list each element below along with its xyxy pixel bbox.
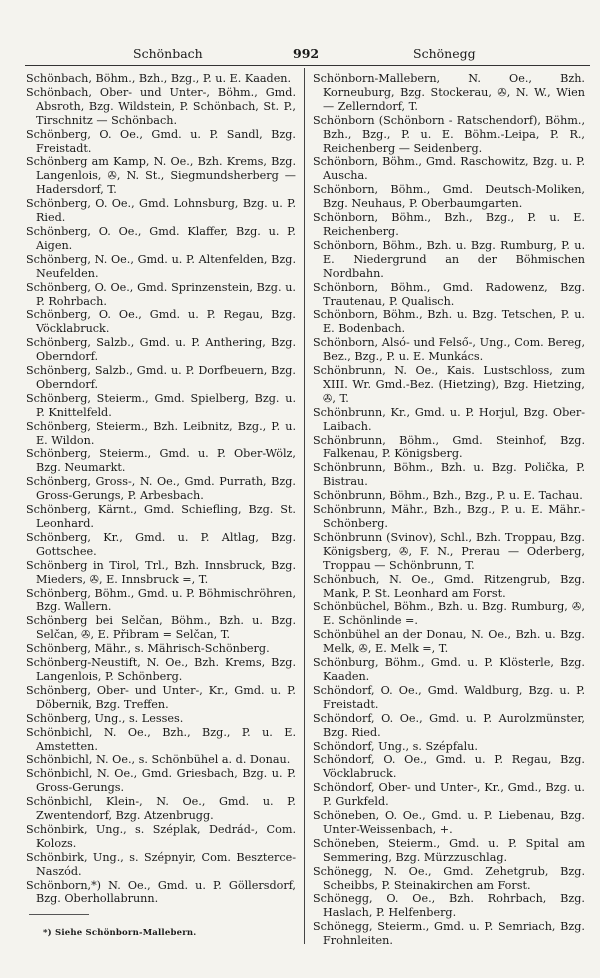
- entry: Schönegg, Steierm., Gmd. u. P. Semriach, Bzg. Frohnleiten.: [313, 920, 585, 948]
- entry: Schönberg, Kärnt., Gmd. Schiefling, Bzg. St. Leonhard.: [26, 503, 296, 530]
- entry: Schönberg, Böhm., Gmd. u. P. Böhmischröhren, Bzg. Wallern.: [26, 586, 297, 614]
- header-rule: [25, 65, 590, 66]
- footnote-rule: [29, 914, 89, 915]
- entry: Schönbrunn (Svinov), Schl., Bzh. Troppau, Bzg. Königsberg, ✇, F. N., Prerau — Oderberg, Troppau — Schönbrunn, T.: [313, 530, 585, 572]
- entry: Schöneben, O. Oe., Gmd. u. P. Liebenau, Bzg. Unter-Weissenbach, +.: [313, 809, 585, 836]
- entry: Schönborn-Mallebern, N. Oe., Bzh. Korneuburg, Bzg. Stockerau, ✇, N. W., Wien — Zellerndorf, T.: [313, 72, 585, 113]
- entry: Schönborn, Böhm., Gmd. Deutsch-Moliken, Bzg. Neuhaus, P. Oberbaumgarten.: [313, 183, 585, 211]
- entry: Schönberg in Tirol, Trl., Bzh. Innsbruck, Bzg. Mieders, ✇, E. Innsbruck =, T.: [26, 558, 296, 586]
- entry: Schönberg, O. Oe., Gmd. Klaffer, Bzg. u. P. Aigen.: [26, 224, 296, 252]
- entry: Schönberg, Gross-, N. Oe., Gmd. Purrath, Bzg. Gross-Gerungs, P. Arbesbach.: [26, 475, 296, 503]
- entry: Schönborn, Böhm., Bzh., Bzg., P. u. E. Reichenberg.: [313, 211, 585, 238]
- column-divider: [304, 68, 305, 944]
- entry: Schönbrunn, N. Oe., Kais. Lustschloss, zum XIII. Wr. Gmd.-Bez. (Hietzing), Bzg. Hietzing, ✇, T.: [313, 364, 585, 405]
- entry: Schönborn, Böhm., Gmd. Raschowitz, Bzg. u. P. Auscha.: [313, 155, 585, 183]
- entry: Schöndorf, O. Oe., Gmd. u. P. Regau, Bzg. Vöcklabruck.: [313, 753, 585, 781]
- entry: Schönberg, N. Oe., Gmd. u. P. Altenfelden, Bzg. Neufelden.: [26, 252, 296, 280]
- entry: Schönbuch, N. Oe., Gmd. Ritzengrub, Bzg. Mank, P. St. Leonhard am Forst.: [313, 572, 585, 600]
- entry: Schönborn, Böhm., Gmd. Radowenz, Bzg. Trautenau, P. Qualisch.: [313, 280, 585, 308]
- entry: Schönbrunn, Böhm., Bzh., Bzg., P. u. E. Tachau.: [313, 489, 583, 503]
- entry: Schöndorf, Ung., s. Szépfalu.: [313, 739, 478, 753]
- page-number: 992: [293, 46, 320, 61]
- entry: Schönegg, O. Oe., Bzh. Rohrbach, Bzg. Haslach, P. Helfenberg.: [313, 892, 585, 920]
- entry: Schönbühel an der Donau, N. Oe., Bzh. u. Bzg. Melk, ✇, E. Melk =, T.: [313, 628, 585, 656]
- entry: Schönbrunn, Böhm., Bzh. u. Bzg. Polička, P. Bistrau.: [313, 461, 585, 489]
- entry: Schönberg, Salzb., Gmd. u. P. Anthering, Bzg. Oberndorf.: [26, 336, 296, 364]
- entry: Schönbrunn, Kr., Gmd. u. P. Horjul, Bzg. Ober-Laibach.: [313, 405, 585, 433]
- entry: Schönberg, Steierm., Gmd. u. P. Ober-Wölz, Bzg. Neumarkt.: [26, 447, 296, 475]
- entry: Schönbüchel, Böhm., Bzh. u. Bzg. Rumburg, ✇, E. Schönlinde =.: [313, 600, 585, 628]
- entry: Schönberg, Salzb., Gmd. u. P. Dorfbeuern, Bzg. Oberndorf.: [26, 364, 296, 391]
- entry: Schönberg, Ober- und Unter-, Kr., Gmd. u. P. Döbernik, Bzg. Treffen.: [26, 683, 296, 711]
- entry: Schönberg, O. Oe., Gmd. u. P. Sandl, Bzg. Freistadt.: [26, 127, 296, 155]
- entry: Schönberg, Kr., Gmd. u. P. Altlag, Bzg. Gottschee.: [26, 530, 296, 558]
- entry: Schöndorf, O. Oe., Gmd. u. P. Aurolzmünster, Bzg. Ried.: [313, 711, 585, 739]
- running-head-right: Schönegg: [413, 46, 476, 61]
- entry: Schönbirk, Ung., s. Széplak, Dedrád-, Com. Kolozs.: [26, 822, 296, 850]
- entry: Schönberg bei Selčan, Böhm., Bzh. u. Bzg. Selčan, ✇, E. Přibram = Selčan, T.: [26, 614, 296, 642]
- entry: Schönberg, O. Oe., Gmd. u. P. Regau, Bzg. Vöcklabruck.: [26, 308, 296, 336]
- entry: Schönbichl, Klein-, N. Oe., Gmd. u. P. Zwentendorf, Bzg. Atzenbrugg.: [26, 795, 296, 823]
- entry: Schönborn, Alsó- und Felső-, Ung., Com. Bereg, Bez., Bzg., P. u. E. Munkács.: [313, 336, 585, 364]
- entry: Schönbichl, N. Oe., Bzh., Bzg., P. u. E. Amstetten.: [26, 725, 296, 753]
- entry: Schönborn, Böhm., Bzh. u. Bzg. Tetschen, P. u. E. Bodenbach.: [313, 308, 585, 336]
- entry: Schönbrunn, Böhm., Gmd. Steinhof, Bzg. Falkenau, P. Königsberg.: [313, 433, 585, 461]
- entry: Schönbach, Böhm., Bzh., Bzg., P. u. E. Kaaden.: [26, 72, 292, 85]
- entry: Schönburg, Böhm., Gmd. u. P. Klösterle, Bzg. Kaaden.: [313, 656, 585, 683]
- entry: Schönbach, Ober- und Unter-, Böhm., Gmd. Absroth, Bzg. Wildstein, P. Schönbach, St. P., Tirschnitz — Schönbach.: [26, 85, 296, 127]
- entry: Schönberg, Steierm., Gmd. Spielberg, Bzg. u. P. Knittelfeld.: [26, 391, 296, 419]
- entry: Schönborn,*) N. Oe., Gmd. u. P. Göllersdorf, Bzg. Oberhollabrunn.: [26, 878, 296, 906]
- entry: Schönbirk, Ung., s. Szépnyir, Com. Beszterce-Naszód.: [26, 850, 296, 878]
- running-head-left: Schönbach: [133, 46, 203, 61]
- entry: Schönberg, Mähr., s. Mährisch-Schönberg.: [26, 642, 270, 656]
- entry: Schönberg am Kamp, N. Oe., Bzh. Krems, Bzg. Langenlois, ✇, N. St., Siegmundsherberg — Hadersdorf, T.: [26, 155, 296, 197]
- entry: Schönbichl, N. Oe., s. Schönbühel a. d. Donau.: [26, 753, 291, 767]
- left-column: [26, 72, 296, 906]
- entry: Schönberg, O. Oe., Gmd. Lohnsburg, Bzg. u. P. Ried.: [26, 197, 296, 225]
- entry: Schönegg, N. Oe., Gmd. Zehetgrub, Bzg. Scheibbs, P. Steinakirchen am Forst.: [313, 864, 585, 892]
- entry: Schönbichl, N. Oe., Gmd. Griesbach, Bzg. u. P. Gross-Gerungs.: [26, 767, 296, 795]
- footnote: *) Siehe Schönborn-Mallebern.: [43, 928, 197, 938]
- entry: Schöndorf, O. Oe., Gmd. Waldburg, Bzg. u. P. Freistadt.: [313, 683, 585, 711]
- right-column: [313, 72, 585, 948]
- entry: Schönberg-Neustift, N. Oe., Bzh. Krems, Bzg. Langenlois, P. Schönberg.: [26, 656, 296, 683]
- entry: Schönborn (Schönborn - Ratschendorf), Böhm., Bzh., Bzg., P. u. E. Böhm.-Leipa, P. R., Reichenberg — Seidenberg.: [313, 113, 585, 155]
- entry: Schönborn, Böhm., Bzh. u. Bzg. Rumburg, P. u. E. Niedergrund an der Böhmischen Nordbahn.: [313, 238, 585, 280]
- entry: Schöndorf, Ober- und Unter-, Kr., Gmd., Bzg. u. P. Gurkfeld.: [313, 781, 585, 809]
- entry: Schönberg, O. Oe., Gmd. Sprinzenstein, Bzg. u. P. Rohrbach.: [26, 280, 296, 308]
- entry: Schönberg, Ung., s. Lesses.: [26, 711, 184, 725]
- entry: Schönbrunn, Mähr., Bzh., Bzg., P. u. E. Mähr.-Schönberg.: [313, 503, 585, 530]
- entry: Schönberg, Steierm., Bzh. Leibnitz, Bzg., P. u. E. Wildon.: [26, 419, 296, 447]
- entry: Schöneben, Steierm., Gmd. u. P. Spital am Semmering, Bzg. Mürzzuschlag.: [313, 836, 585, 864]
